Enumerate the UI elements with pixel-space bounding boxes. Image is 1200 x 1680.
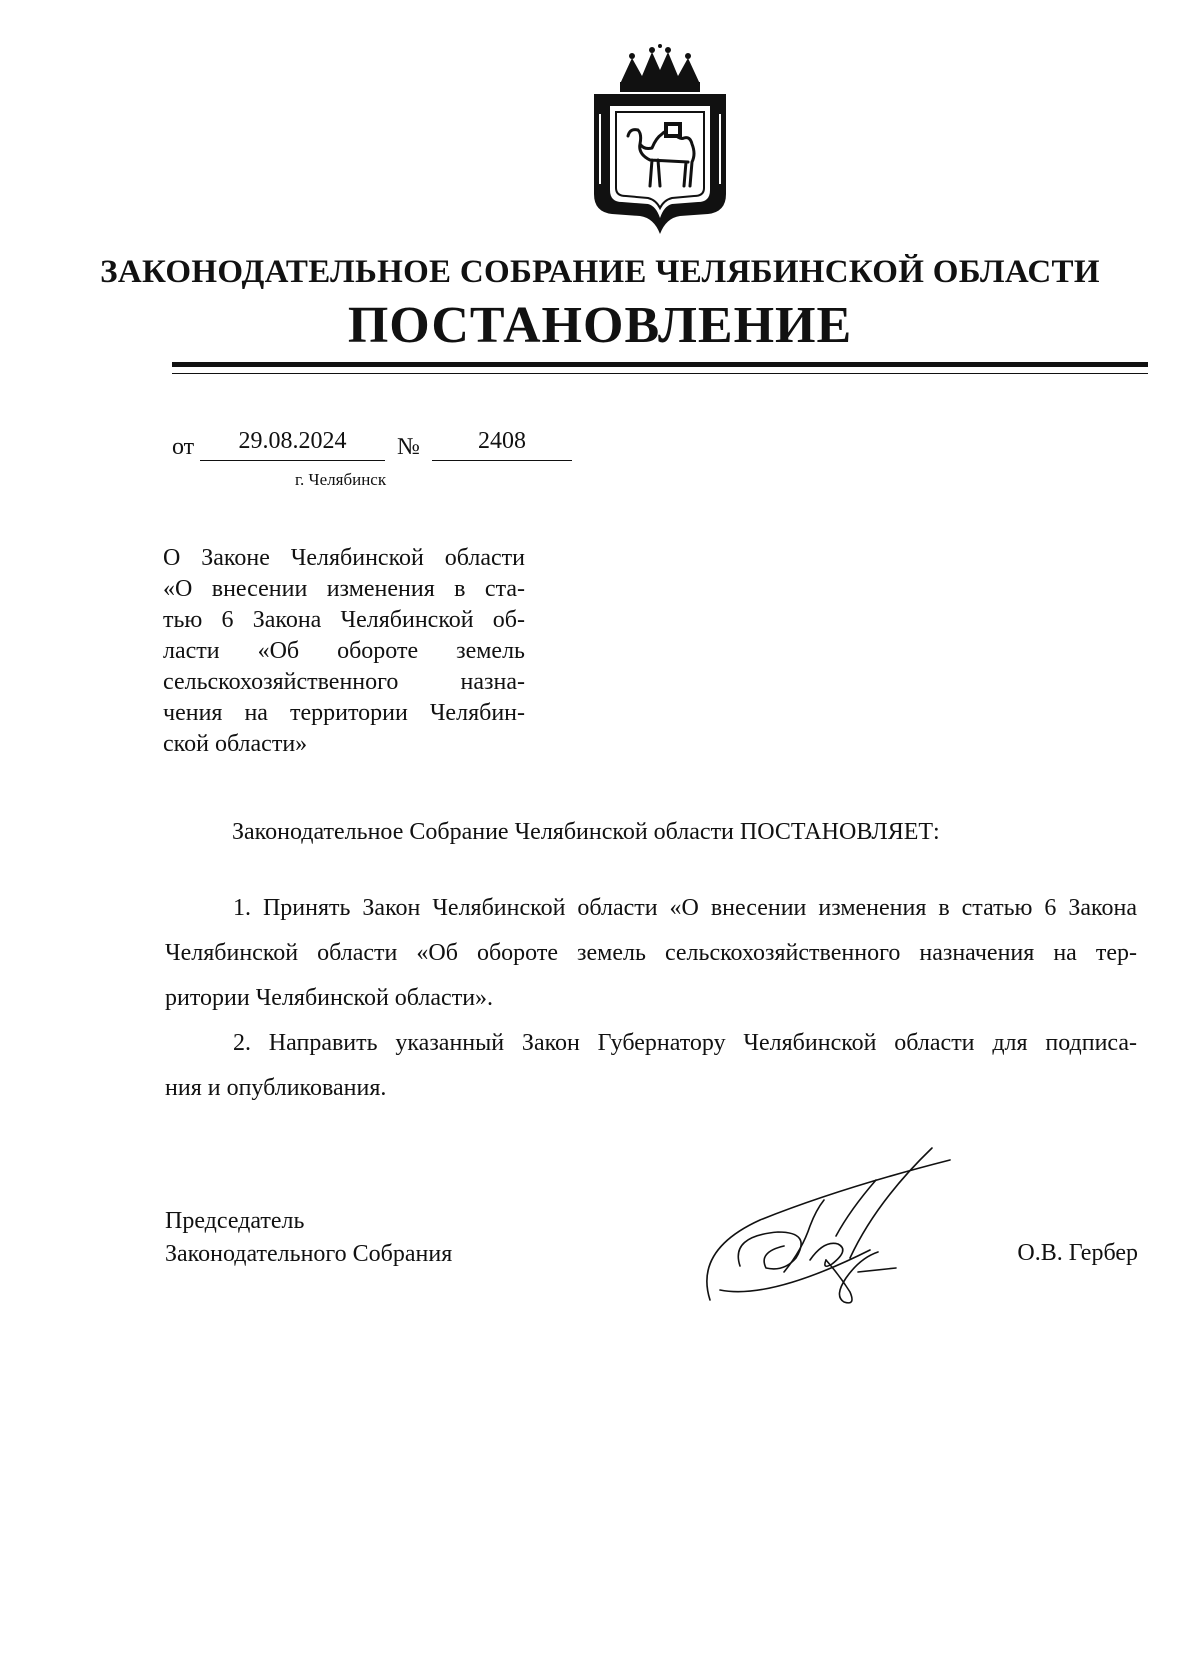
signatory-title	[165, 1205, 452, 1271]
subject-line: сельскохозяйственного назна-	[163, 669, 525, 695]
paragraph-line: ния и опубликования.	[165, 1075, 387, 1101]
date-prefix: от	[172, 434, 195, 460]
document-type-title: ПОСТАНОВЛЕНИЕ	[347, 297, 853, 354]
handwritten-signature-icon	[700, 1140, 960, 1310]
subject-line: тью 6 Закона Челябинской об-	[163, 607, 525, 633]
paragraph-2	[165, 1021, 1137, 1111]
paragraph-line: Челябинской области «Об обороте земель сельскохозяйственного назначения на тер-	[165, 940, 1137, 966]
number-prefix: №	[397, 434, 420, 460]
organization-name: ЗАКОНОДАТЕЛЬНОЕ СОБРАНИЕ ЧЕЛЯБИНСКОЙ ОБЛАСТИ	[100, 254, 1100, 290]
document-date: 29.08.2024	[238, 428, 347, 454]
paragraph-1	[165, 886, 1137, 1021]
subject-line: О Законе Челябинской области	[163, 545, 525, 571]
header-divider-thin	[172, 373, 1148, 374]
preamble: Законодательное Собрание Челябинской области ПОСТАНОВЛЯЕТ:	[232, 819, 940, 845]
signatory-name: О.В. Гербер	[1017, 1240, 1138, 1266]
paragraph-line: 2. Направить указанный Закон Губернатору Челябинской области для подписа-	[233, 1030, 1137, 1056]
paragraph-line: ритории Челябинской области».	[165, 985, 494, 1011]
document-subject	[163, 543, 525, 760]
subject-line: «О внесении изменения в ста-	[163, 576, 525, 602]
city: г. Челябинск	[295, 470, 387, 489]
document-number: 2408	[478, 428, 526, 454]
date-underline	[200, 460, 385, 461]
number-underline	[432, 460, 572, 461]
coat-of-arms-emblem-icon	[580, 44, 740, 240]
paragraph-line: 1. Принять Закон Челябинской области «О внесении изменения в статью 6 Закона	[233, 895, 1137, 921]
header-divider-thick	[172, 362, 1148, 367]
subject-line: ской области»	[163, 731, 308, 757]
subject-line: чения на территории Челябин-	[163, 700, 525, 726]
signatory-title-line: Законодательного Собрания	[165, 1241, 453, 1267]
signatory-title-line: Председатель	[165, 1208, 305, 1234]
subject-line: ласти «Об обороте земель	[163, 638, 525, 664]
